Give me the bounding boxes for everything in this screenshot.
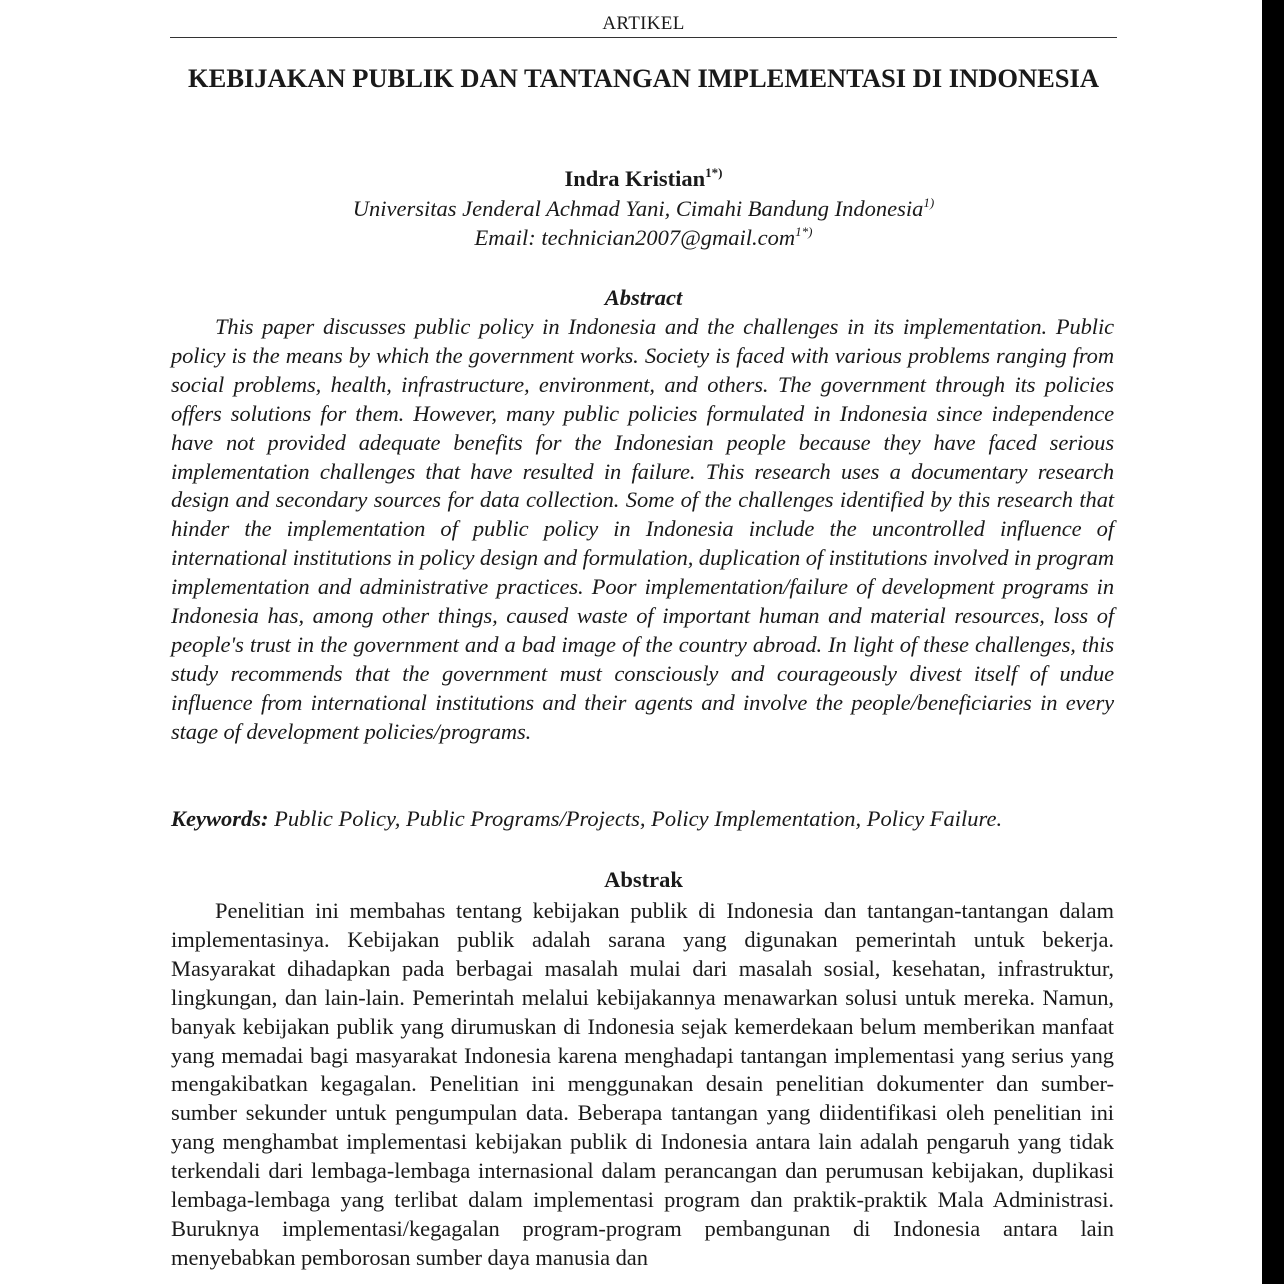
abstract-body	[171, 313, 1114, 747]
author-email-line	[170, 223, 1117, 252]
author-name-line	[170, 164, 1117, 194]
abstrak-heading: Abstrak	[604, 867, 683, 892]
author-name: Indra Kristian	[564, 166, 706, 191]
affiliation-superscript: 1)	[923, 195, 935, 210]
abstrak-paragraph: Penelitian ini membahas tentang kebijakan publik di Indonesia dan tantangan-tantangan dalam implementasinya. Kebijakan publik adalah sarana yang digunakan pemerintah untuk bekerja. Masyarakat dihadapkan pada berbagai masalah mulai dari masalah sosial, kesehatan, infrastruktur, lingkungan, dan lain-lain. Pemerintah melalui kebijakannya menawarkan solusi untuk mereka. Namun, banyak kebijakan publik yang dirumuskan di Indonesia sejak kemerdekaan belum memberikan manfaat yang memadai bagi masyarakat Indonesia karena menghadapi tantangan implementasi yang serius yang mengakibatkan kegagalan. Penelitian ini menggunakan desain penelitian dokumenter dan sumber-sumber sekunder untuk pengumpulan data. Beberapa tantangan yang diidentifikasi oleh penelitian ini yang menghambat implementasi kebijakan publik di Indonesia antara lain adalah pengaruh yang tidak terkendali dari lembaga-lembaga internasional dalam perancangan dan perumusan kebijakan, duplikasi lembaga-lembaga yang terlibat dalam implementasi program dan praktik-praktik Mala Administrasi. Buruknya implementasi/kegagalan program-program pembangunan di Indonesia antara lain menyebabkan pemborosan sumber daya manusia dan	[171, 898, 1114, 1270]
author-superscript: 1*)	[705, 165, 723, 180]
author-block	[170, 164, 1117, 252]
header-rule	[170, 37, 1117, 38]
author-affiliation: Universitas Jenderal Achmad Yani, Cimahi Bandung Indonesia	[352, 196, 924, 221]
email-superscript: 1*)	[795, 224, 813, 239]
abstract-heading: Abstract	[604, 285, 683, 310]
abstract-paragraph: This paper discusses public policy in Indonesia and the challenges in its implementation. Public policy is the means by which the government works. Society is faced with various problems ranging from social problems, health, infrastructure, environment, and others. The government through its policies offers solutions for them. However, many public policies formulated in Indonesia since independence have not provided adequate benefits for the Indonesian people because they have faced serious implementation challenges that have resulted in failure. This research uses a documentary research design and secondary sources for data collection. Some of the challenges identified by this research that hinder the implementation of public policy in Indonesia include the uncontrolled influence of international institutions in policy design and formulation, duplication of institutions involved in program implementation and administrative practices. Poor implementation/failure of development programs in Indonesia has, among other things, caused waste of important human and material resources, loss of people's trust in the government and a bad image of the country abroad. In light of these challenges, this study recommends that the government must consciously and courageously divest itself of undue influence from international institutions and their agents and involve the people/beneficiaries in every stage of development policies/programs.	[171, 314, 1114, 744]
keywords-list: Public Policy, Public Programs/Projects, Policy Implementation, Policy Failure.	[274, 806, 1003, 831]
abstrak-body	[171, 897, 1114, 1273]
running-head: ARTIKEL	[602, 13, 685, 34]
author-email: Email: technician2007@gmail.com	[474, 225, 796, 250]
keywords-label: Keywords:	[171, 806, 269, 831]
paper-title: KEBIJAKAN PUBLIK DAN TANTANGAN IMPLEMENTASI DI INDONESIA	[188, 63, 1099, 93]
keywords-line	[171, 804, 1114, 833]
author-affiliation-line	[170, 194, 1117, 223]
